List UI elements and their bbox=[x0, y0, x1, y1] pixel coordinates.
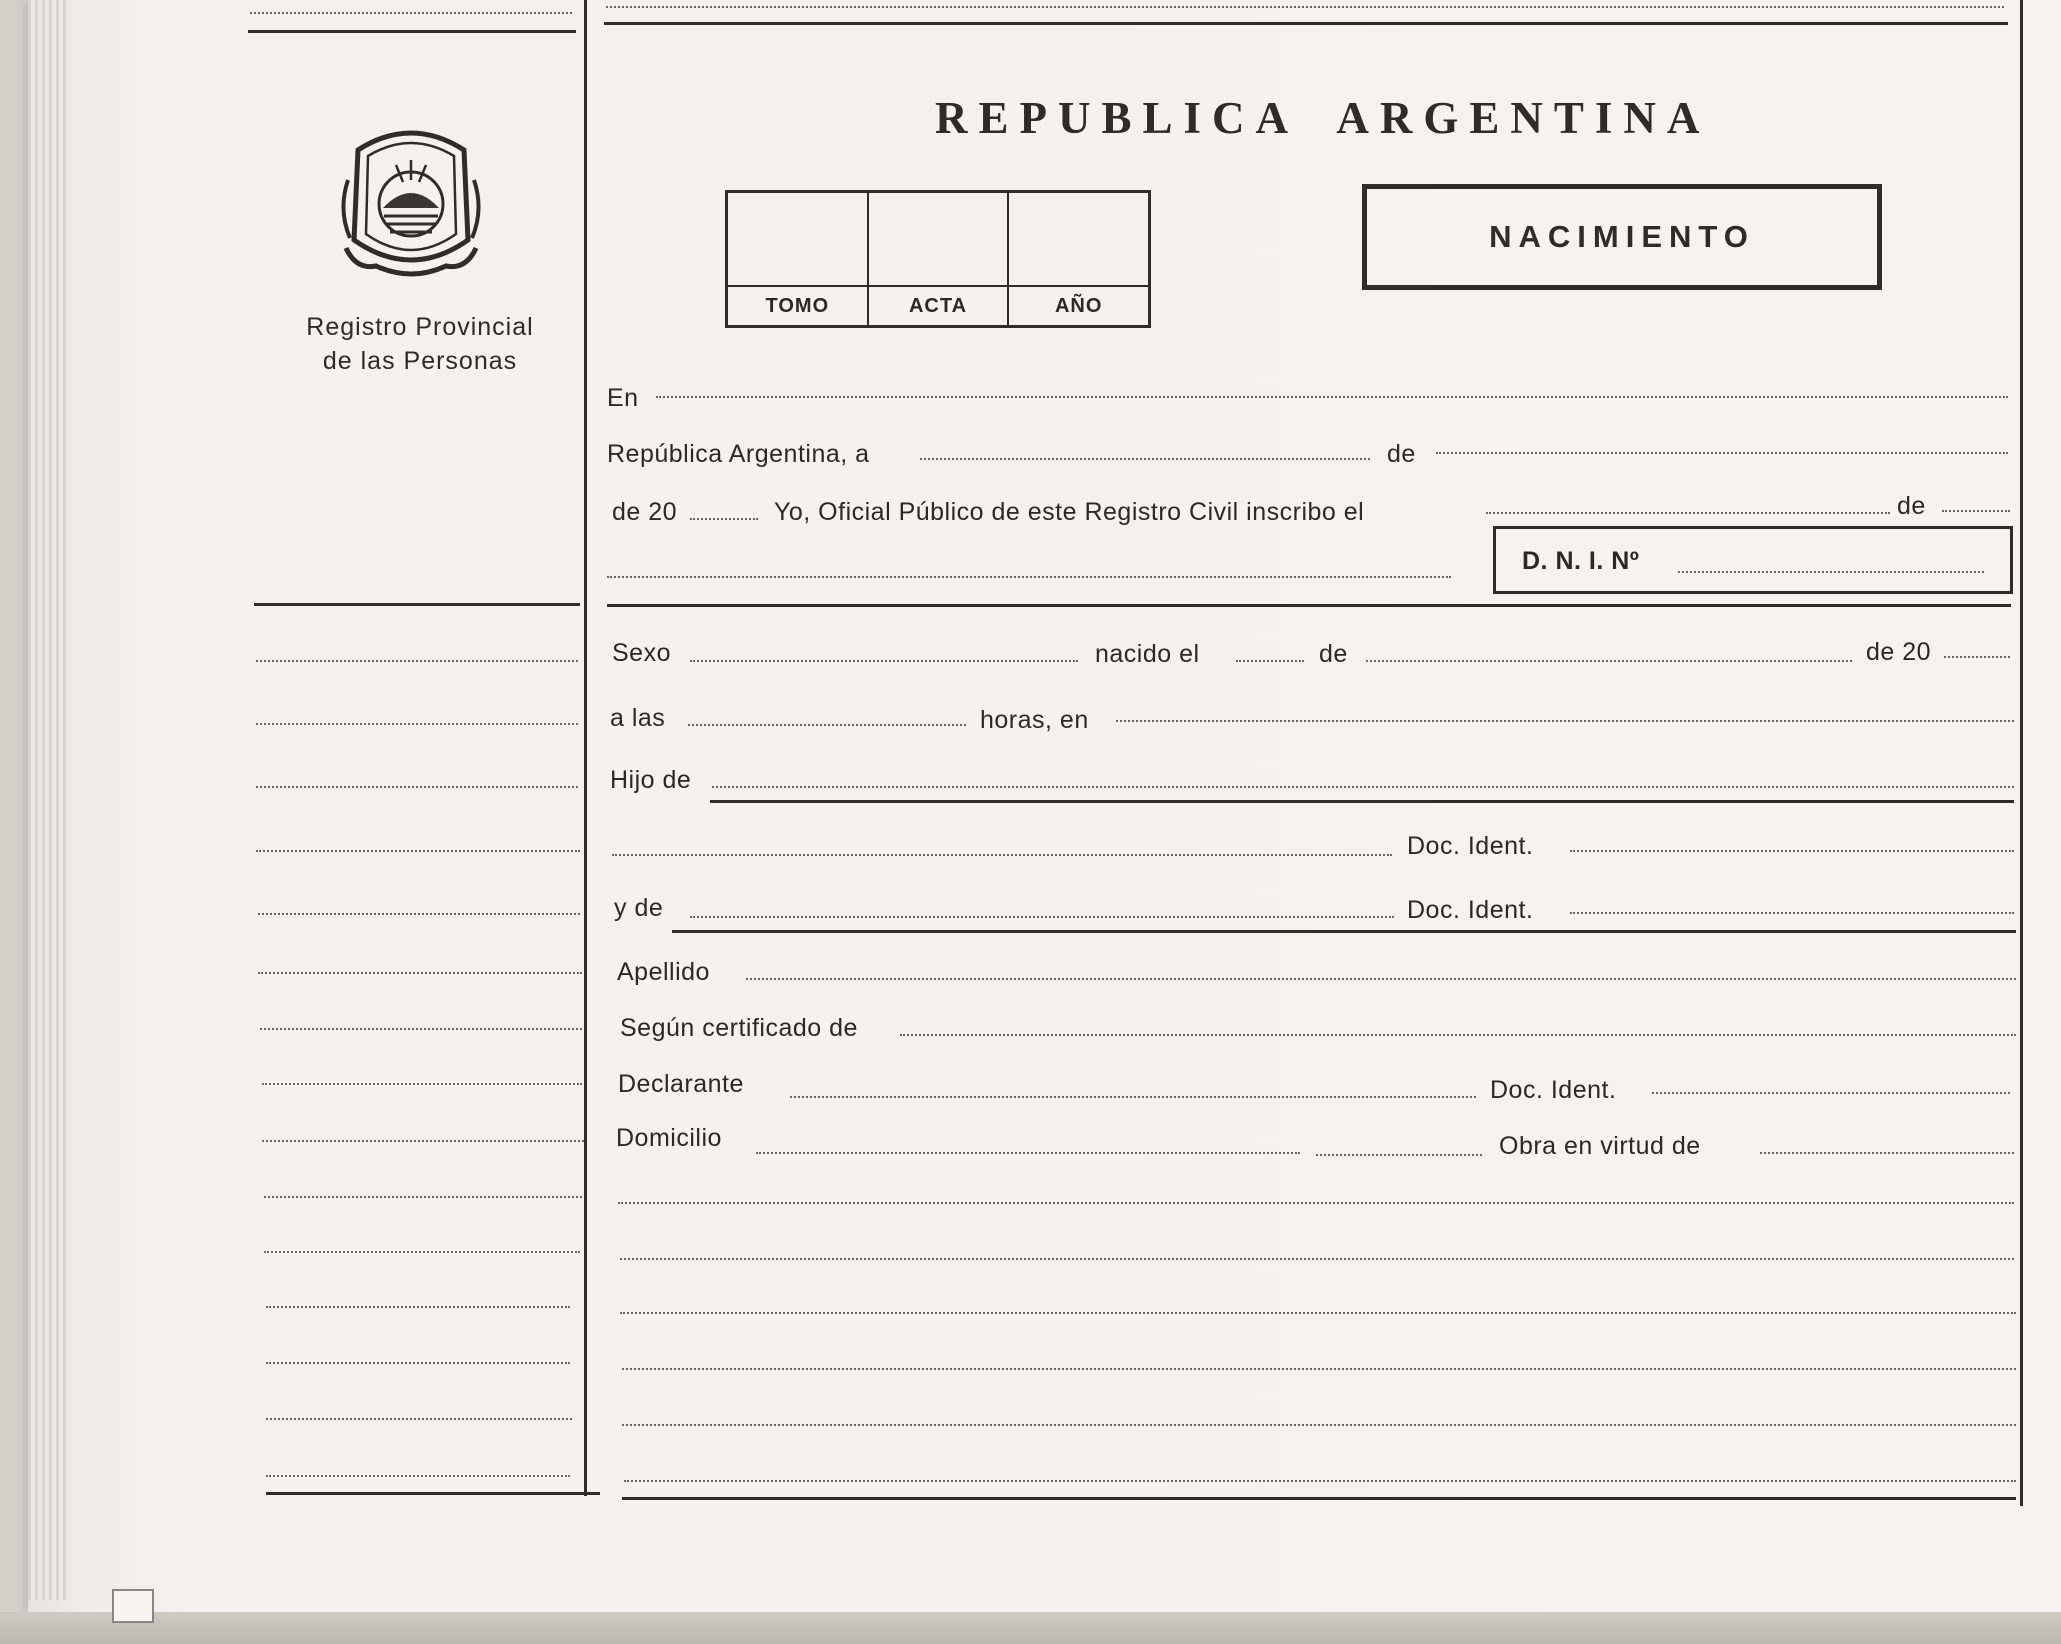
margin-line[interactable] bbox=[264, 1251, 580, 1253]
y-de-label: y de bbox=[614, 894, 664, 922]
top-dotted-line-right bbox=[606, 6, 2004, 8]
notes-line[interactable] bbox=[618, 1202, 2014, 1204]
margin-line[interactable] bbox=[260, 1028, 582, 1030]
republica-label: República Argentina, a bbox=[607, 440, 870, 468]
address-field[interactable] bbox=[756, 1152, 1300, 1154]
top-rule-left bbox=[248, 30, 576, 33]
nacido-label: nacido el bbox=[1095, 640, 1200, 668]
address-field-2[interactable] bbox=[1316, 1154, 1482, 1156]
margin-line[interactable] bbox=[256, 660, 578, 662]
tomo-cell[interactable] bbox=[728, 193, 869, 325]
ano-label: AÑO bbox=[1009, 285, 1148, 325]
sidebar-divider bbox=[254, 603, 580, 606]
margin-line[interactable] bbox=[266, 1362, 570, 1364]
doc-ident-label: Doc. Ident. bbox=[1407, 832, 1534, 860]
hour-field[interactable] bbox=[688, 724, 966, 726]
margin-line[interactable] bbox=[262, 1083, 582, 1085]
father-field[interactable] bbox=[712, 786, 2014, 788]
dni-label: D. N. I. Nº bbox=[1522, 547, 1640, 575]
issuing-organization bbox=[280, 310, 560, 378]
declarant-doc-field[interactable] bbox=[1652, 1092, 2010, 1094]
de-label: de bbox=[1897, 492, 1926, 520]
page-stack-edge bbox=[28, 0, 68, 1600]
en-label: En bbox=[607, 384, 639, 412]
doc-ident-label: Doc. Ident. bbox=[1407, 896, 1534, 924]
margin-line[interactable] bbox=[262, 1140, 584, 1142]
place-field[interactable] bbox=[656, 396, 2008, 398]
doc-ident-label: Doc. Ident. bbox=[1490, 1076, 1617, 1104]
inscription-continued-field[interactable] bbox=[607, 576, 1451, 578]
acta-label: ACTA bbox=[869, 285, 1008, 325]
oficial-statement: Yo, Oficial Público de este Registro Civil inscribo el bbox=[774, 498, 1365, 526]
father-continued-field[interactable] bbox=[612, 854, 1392, 856]
obra-label: Obra en virtud de bbox=[1499, 1132, 1701, 1160]
notes-line[interactable] bbox=[624, 1480, 2016, 1482]
inscription-field-2[interactable] bbox=[1942, 510, 2010, 512]
sidebar-bottom-rule bbox=[266, 1492, 600, 1495]
margin-line[interactable] bbox=[258, 913, 580, 915]
bottom-rule bbox=[622, 1497, 2016, 1500]
margin-line[interactable] bbox=[264, 1196, 582, 1198]
corner-tab bbox=[112, 1589, 154, 1623]
father-doc-field[interactable] bbox=[1570, 850, 2014, 852]
notes-line[interactable] bbox=[622, 1368, 2016, 1370]
authority-field[interactable] bbox=[1760, 1152, 2014, 1154]
margin-line[interactable] bbox=[266, 1418, 572, 1420]
notes-line[interactable] bbox=[620, 1312, 2016, 1314]
margin-line[interactable] bbox=[256, 786, 578, 788]
book-bottom-edge bbox=[0, 1612, 2061, 1644]
notes-line[interactable] bbox=[620, 1258, 2014, 1260]
notes-line[interactable] bbox=[622, 1424, 2016, 1426]
month-field[interactable] bbox=[1436, 452, 2008, 454]
inscription-field[interactable] bbox=[1486, 512, 1890, 514]
column-divider bbox=[584, 0, 587, 1496]
declarante-label: Declarante bbox=[618, 1070, 744, 1098]
horas-en-label: horas, en bbox=[980, 706, 1089, 734]
dni-field[interactable] bbox=[1678, 571, 1984, 573]
org-line-2: de las Personas bbox=[322, 347, 518, 375]
certificate-field[interactable] bbox=[900, 1034, 2016, 1036]
a-las-label: a las bbox=[610, 704, 666, 732]
mother-field[interactable] bbox=[690, 916, 1394, 918]
provincial-seal bbox=[336, 120, 486, 288]
birth-year-prefix: de 20 bbox=[1866, 638, 1932, 666]
year-prefix-label: de 20 bbox=[612, 498, 678, 526]
margin-line[interactable] bbox=[266, 1475, 570, 1477]
margin-line[interactable] bbox=[256, 723, 578, 725]
apellido-label: Apellido bbox=[617, 958, 710, 986]
registry-table bbox=[725, 190, 1151, 328]
org-line-1: Registro Provincial bbox=[306, 313, 534, 341]
segun-label: Según certificado de bbox=[620, 1014, 858, 1042]
domicilio-label: Domicilio bbox=[616, 1124, 722, 1152]
misiones-seal-icon bbox=[336, 120, 486, 288]
margin-line[interactable] bbox=[266, 1306, 570, 1308]
year-field[interactable] bbox=[690, 518, 758, 520]
surname-field[interactable] bbox=[746, 978, 2016, 980]
margin-line[interactable] bbox=[258, 972, 582, 974]
act-type-box: NACIMIENTO bbox=[1362, 184, 1882, 290]
tomo-label: TOMO bbox=[728, 285, 867, 325]
sex-field[interactable] bbox=[690, 660, 1078, 662]
section-rule bbox=[607, 604, 2011, 607]
sexo-label: Sexo bbox=[612, 639, 671, 667]
hijo-de-label: Hijo de bbox=[610, 766, 692, 794]
birth-month-field[interactable] bbox=[1366, 660, 1852, 662]
margin-line[interactable] bbox=[256, 850, 580, 852]
de-label: de bbox=[1387, 440, 1416, 468]
top-dotted-line-left bbox=[250, 12, 572, 14]
dni-box bbox=[1493, 526, 2013, 594]
de-label: de bbox=[1319, 640, 1348, 668]
right-border bbox=[2020, 0, 2023, 1506]
country-title: REPUBLICA ARGENTINA bbox=[935, 93, 1711, 143]
mother-doc-field[interactable] bbox=[1570, 912, 2014, 914]
birth-day-field[interactable] bbox=[1236, 660, 1304, 662]
ano-cell[interactable] bbox=[1009, 193, 1148, 325]
parent-rule bbox=[672, 930, 2016, 933]
birth-year-field[interactable] bbox=[1944, 656, 2010, 658]
acta-cell[interactable] bbox=[869, 193, 1010, 325]
declarant-field[interactable] bbox=[790, 1096, 1476, 1098]
day-field[interactable] bbox=[920, 458, 1370, 460]
parent-rule bbox=[710, 800, 2014, 803]
birth-place-field[interactable] bbox=[1116, 720, 2014, 722]
top-rule-right bbox=[604, 22, 2008, 25]
